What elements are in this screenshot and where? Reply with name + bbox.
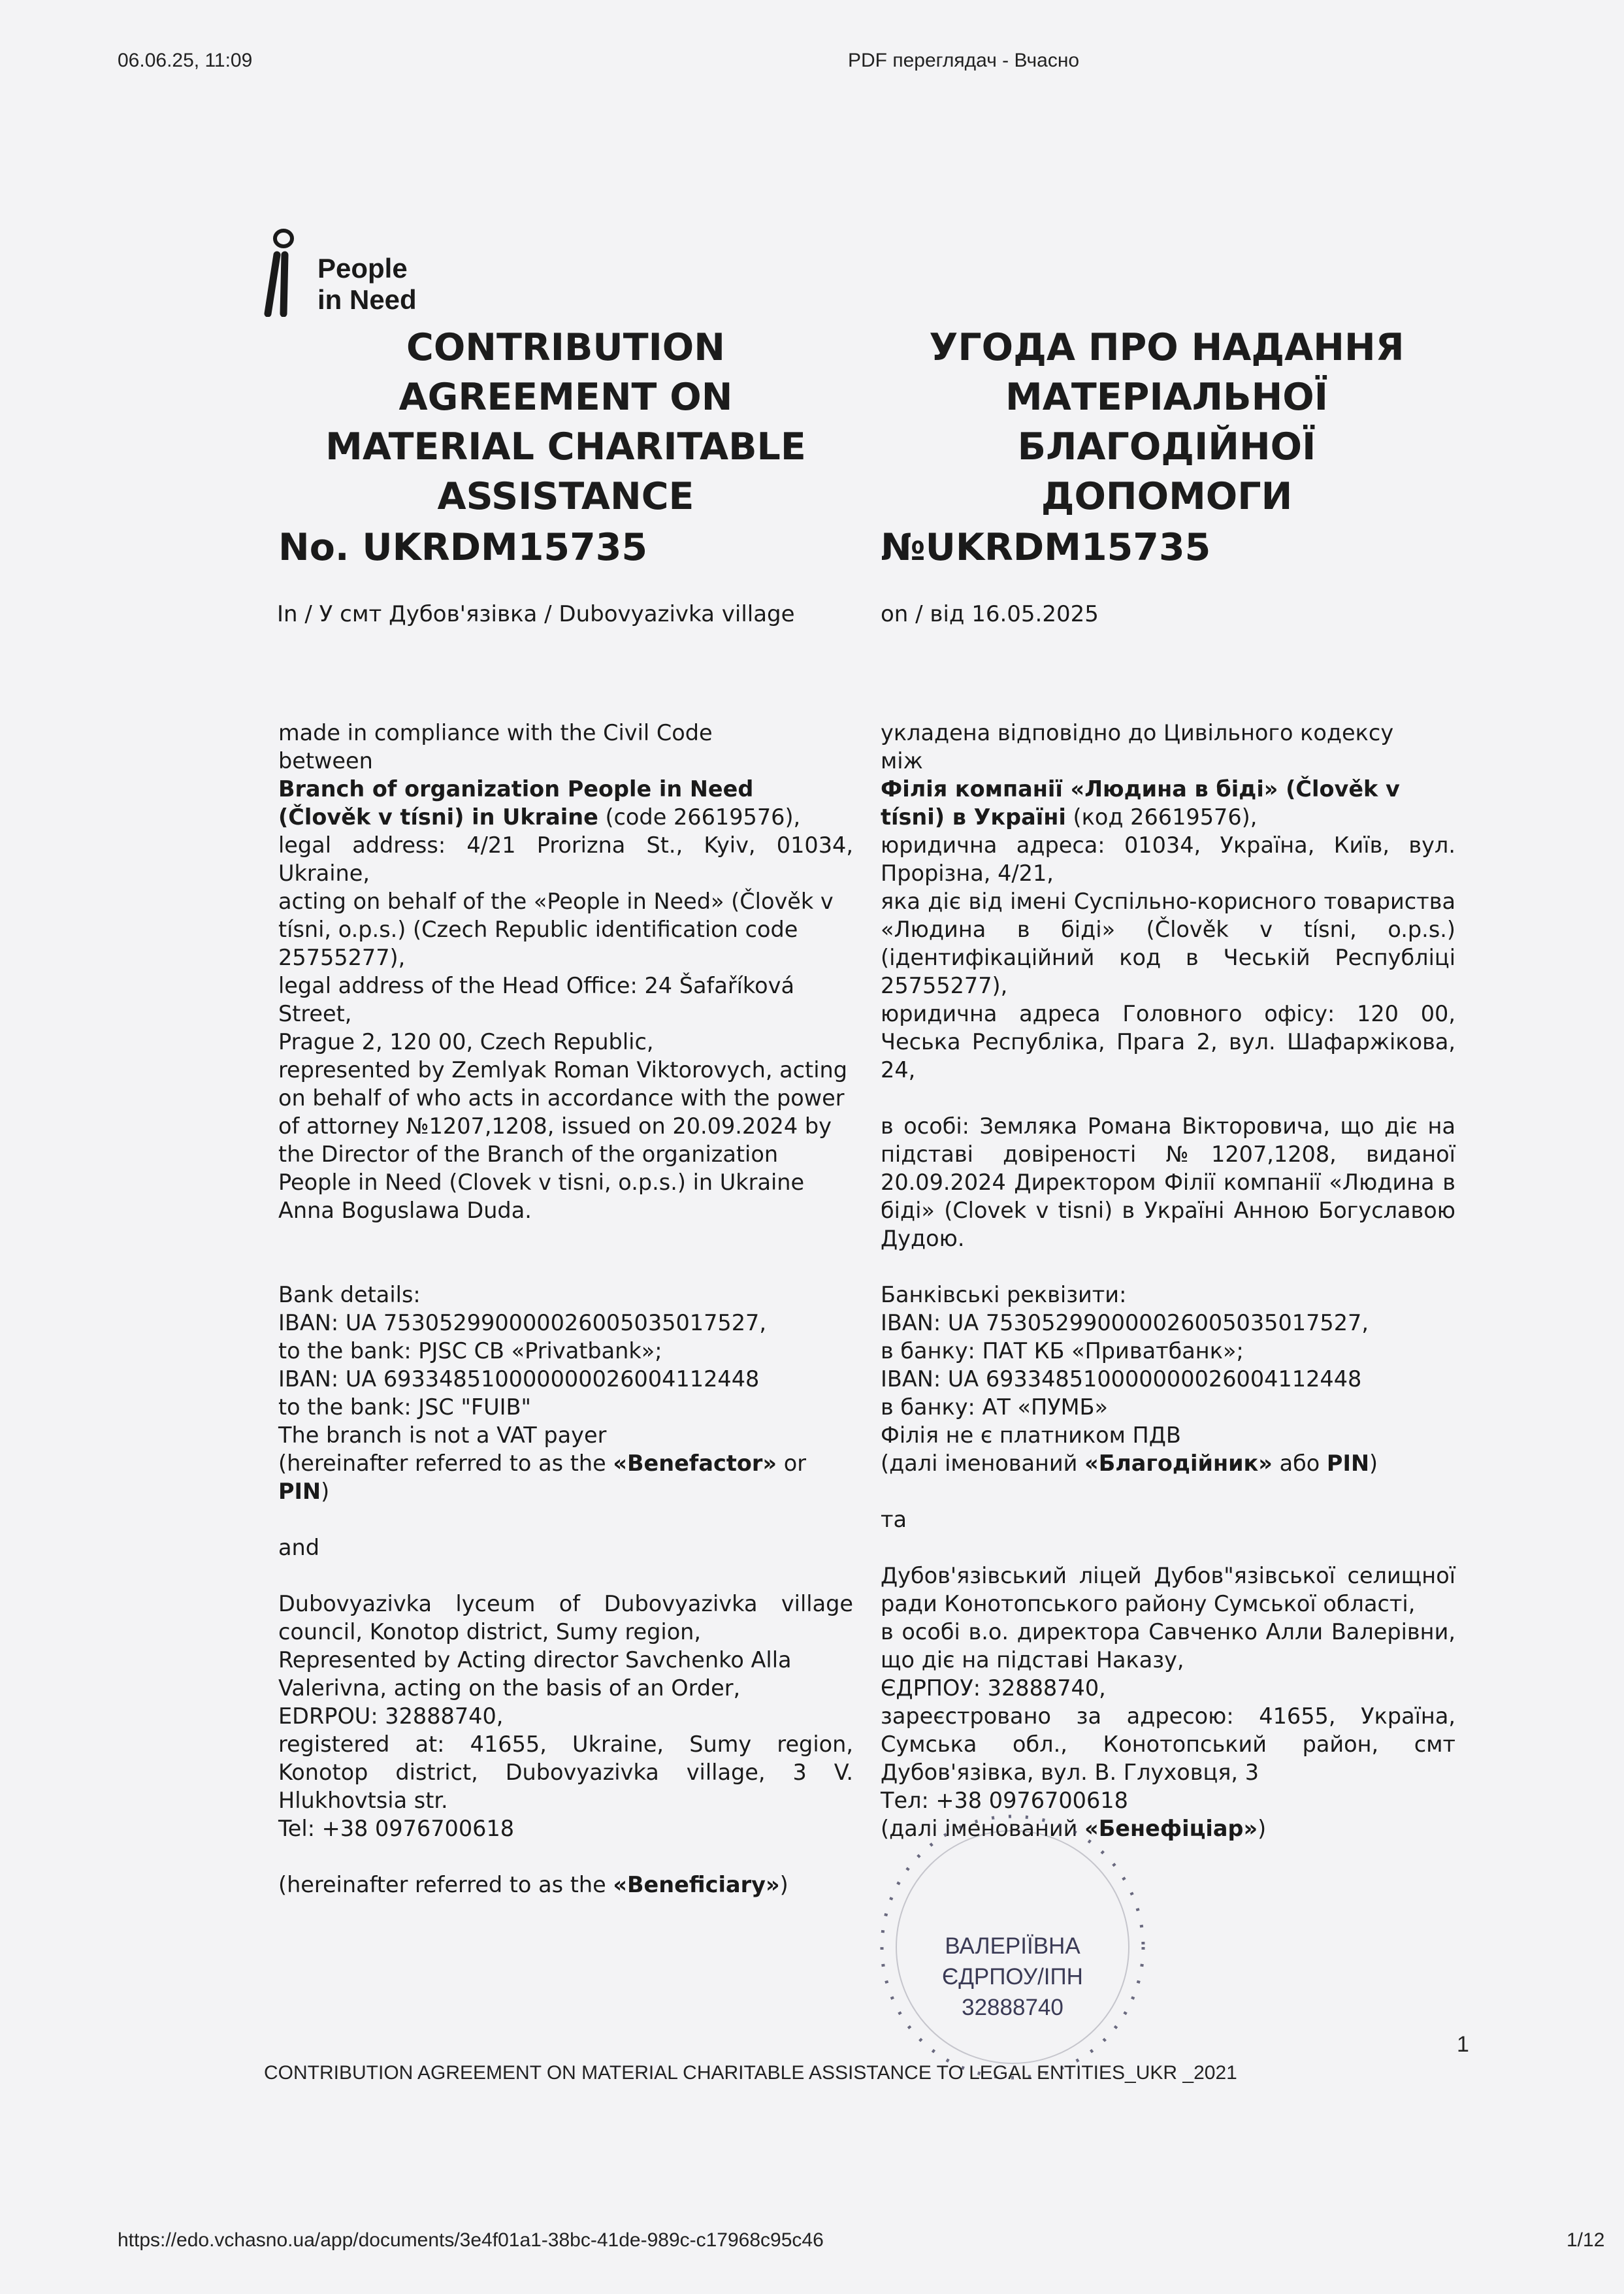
agreement-date: on / від 16.05.2025 bbox=[881, 601, 1099, 627]
en-and: and bbox=[278, 1535, 320, 1560]
page-number: 1 bbox=[1457, 2032, 1469, 2057]
ua-edrpou: ЄДРПОУ: 32888740, bbox=[881, 1675, 1106, 1701]
en-organization: Branch of organization People in Need (Člověk v tísni) in Ukraine (code 26619576), bbox=[278, 776, 801, 830]
stamp-line2: ЄДРПОУ/ІПН bbox=[942, 1964, 1083, 1990]
logo-line1: People bbox=[317, 253, 408, 284]
ua-iban2: IBAN: UA 693348510000000026004112448 bbox=[881, 1366, 1362, 1392]
ua-and: та bbox=[881, 1507, 907, 1532]
ua-beneficiary-ref: (далі іменований «Бенефіціар») bbox=[881, 1816, 1267, 1841]
en-edrpou: EDRPOU: 32888740, bbox=[278, 1703, 504, 1729]
en-registered: registered at: 41655, Ukraine, Sumy region, Konotop district, Dubovyazivka village, 3 V. Hlukhovtsia str. bbox=[278, 1731, 853, 1813]
print-page-count: 1/12 bbox=[1567, 2229, 1605, 2251]
en-beneficiary-rep: Represented by Acting director Savchenko Alla Valerivna, acting on the basis of an Order, bbox=[278, 1647, 792, 1701]
ua-vat: Філія не є платником ПДВ bbox=[881, 1422, 1181, 1448]
en-civil-code: made in compliance with the Civil Code bbox=[278, 720, 713, 746]
en-head-office: legal address of the Head Office: 24 Šafaříková Street, bbox=[278, 973, 794, 1026]
agreement-number-ua: №UKRDM15735 bbox=[881, 526, 1211, 569]
ua-bank-title: Банківські реквізити: bbox=[881, 1282, 1127, 1307]
title-en: CONTRIBUTION AGREEMENT ON MATERIAL CHARITABLE ASSISTANCE bbox=[325, 326, 806, 518]
ua-head-office: юридична адреса Головного офісу: 120 00, Чеська Республіка, Прага 2, вул. Шафаржікова, 24, bbox=[881, 1001, 1455, 1083]
ua-bank2: в банку: АТ «ПУМБ» bbox=[881, 1394, 1108, 1420]
ua-legal-address: юридична адреса: 01034, Україна, Київ, вул. Прорізна, 4/21, bbox=[881, 832, 1455, 886]
stamp-line1: ВАЛЕРІЇВНА bbox=[945, 1933, 1080, 1959]
ukrainian-column bbox=[881, 719, 1455, 1843]
en-beneficiary-ref: (hereinafter referred to as the «Beneficiary») bbox=[278, 1872, 788, 1897]
document-footer-title: CONTRIBUTION AGREEMENT ON MATERIAL CHARITABLE ASSISTANCE TO LEGAL ENTITIES_UKR _2021 bbox=[264, 2062, 1237, 2084]
stamp-line3: 32888740 bbox=[962, 1995, 1064, 2020]
en-prague: Prague 2, 120 00, Czech Republic, bbox=[278, 1029, 654, 1055]
person-icon bbox=[261, 225, 300, 317]
ua-acting-behalf: яка діє від імені Суспільно-корисного товариства «Людина в біді» (Člověk v tísni, o.p.s.) (ідентифікаційний код в Чеській Республіці 25755277), bbox=[881, 889, 1455, 998]
english-column bbox=[278, 719, 853, 1899]
ua-registered: зареєстровано за адресою: 41655, Україна, Сумська обл., Конотопський район, смт Дубов'язівка, вул. В. Глуховця, 3 bbox=[881, 1703, 1455, 1785]
ua-bank1: в банку: ПАТ КБ «Приватбанк»; bbox=[881, 1338, 1244, 1364]
ua-civil-code: укладена відповідно до Цивільного кодексу bbox=[881, 720, 1394, 746]
organization-stamp bbox=[869, 1803, 1156, 2091]
ua-between: між bbox=[881, 748, 923, 774]
en-bank2: to the bank: JSC "FUIB" bbox=[278, 1394, 531, 1420]
ua-beneficiary: Дубов'язівський ліцей Дубов"язівської селищної ради Конотопського району Сумської області, bbox=[881, 1563, 1455, 1616]
print-datetime: 06.06.25, 11:09 bbox=[118, 50, 253, 71]
en-representative: represented by Zemlyak Roman Viktorovych, acting on behalf of who acts in accordance with the power of attorney №1207,1208, issued on 20.09.2024 by the Director of the Branch of the organization People in Need (Clovek v tisni, o.p.s.) in Ukraine Anna Boguslawa Duda. bbox=[278, 1057, 847, 1223]
ua-tel: Тел: +38 0976700618 bbox=[881, 1788, 1128, 1813]
en-czech-id: tísni, o.p.s.) (Czech Republic identification code 25755277), bbox=[278, 917, 798, 970]
en-tel: Tel: +38 0976700618 bbox=[278, 1816, 515, 1841]
en-iban2: IBAN: UA 693348510000000026004112448 bbox=[278, 1366, 760, 1392]
print-app-title: PDF переглядач - Вчасно bbox=[848, 50, 1080, 71]
en-beneficiary: Dubovyazivka lyceum of Dubovyazivka village council, Konotop district, Sumy region, bbox=[278, 1591, 853, 1645]
ua-organization: Філія компанії «Людина в біді» (Člověk v tísni) в Україні (код 26619576), bbox=[881, 776, 1400, 830]
people-in-need-logo bbox=[261, 225, 431, 317]
ua-beneficiary-rep: в особі в.о. директора Савченко Алли Валерівни, що діє на підставі Наказу, bbox=[881, 1619, 1455, 1673]
document-url: https://edo.vchasno.ua/app/documents/3e4f01a1-38bc-41de-989c-c17968c95c46 bbox=[118, 2229, 824, 2251]
en-acting-behalf: acting on behalf of the «People in Need» (Člověk v bbox=[278, 889, 834, 914]
agreement-place: In / У смт Дубов'язівка / Dubovyazivka village bbox=[277, 601, 795, 627]
en-benefactor-ref: (hereinafter referred to as the «Benefactor» or PIN) bbox=[278, 1450, 806, 1504]
title-ua: УГОДА ПРО НАДАННЯ МАТЕРІАЛЬНОЇ БЛАГОДІЙНОЇ ДОПОМОГИ bbox=[929, 326, 1405, 518]
en-bank1: to the bank: PJSC CB «Privatbank»; bbox=[278, 1338, 662, 1364]
ua-iban1: IBAN: UA 753052990000026005035017527, bbox=[881, 1310, 1369, 1335]
logo-line2: in Need bbox=[317, 284, 417, 315]
en-vat: The branch is not a VAT payer bbox=[278, 1422, 607, 1448]
ua-benefactor-ref: (далі іменований «Благодійник» або PIN) bbox=[881, 1450, 1378, 1476]
ua-representative: в особі: Земляка Романа Вікторовича, що діє на підставі довіреності №1207,1208, виданої 20.09.2024 Директором Філії компанії «Людина в біді» (Clovek v tisni) в Україні Анною Богуславою Дудою. bbox=[881, 1113, 1455, 1251]
en-between: between bbox=[278, 748, 373, 774]
en-iban1: IBAN: UA 753052990000026005035017527, bbox=[278, 1310, 766, 1335]
en-bank-title: Bank details: bbox=[278, 1282, 421, 1307]
agreement-number-en: No. UKRDM15735 bbox=[278, 526, 648, 569]
en-legal-address: legal address: 4/21 Prorizna St., Kyiv, 01034, Ukraine, bbox=[278, 832, 853, 886]
